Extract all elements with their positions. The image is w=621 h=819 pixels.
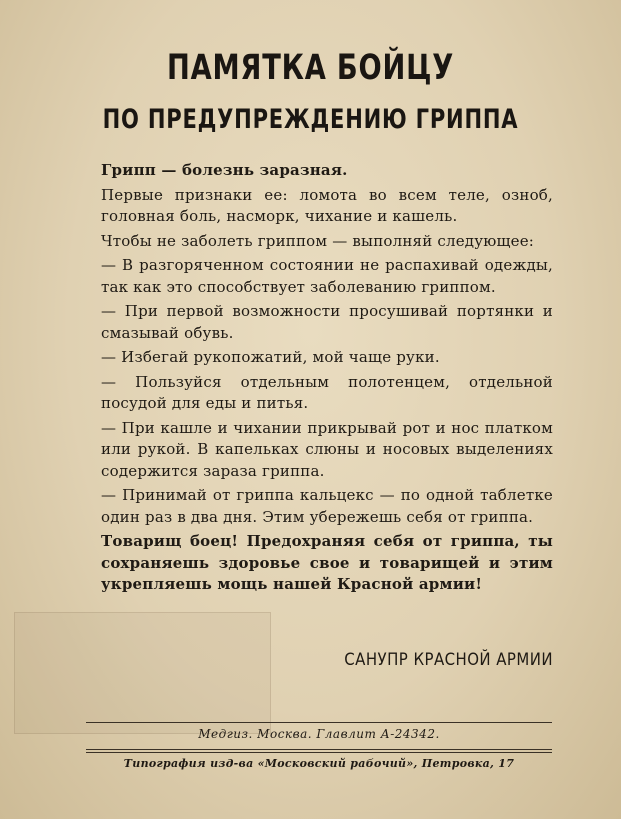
paragraph-1: Первые признаки ее: ломота во всем теле, озноб, головная боль, насморк, чихание и кашель.	[101, 185, 553, 225]
paragraph-9: Товарищ боец! Предохраняя себя от гриппа, ты сохраняешь здоровье свое и товарищей и этим укрепляешь мощь нашей Красной армии!	[101, 532, 553, 593]
signature: САНУПР КРАСНОЙ АРМИИ	[344, 650, 553, 670]
printer-imprint: Типография изд-ва «Московский рабочий», Петровка, 17	[123, 757, 515, 770]
paragraph-4: — При первой возможности просушивай портянки и смазывай обувь.	[101, 302, 553, 342]
paragraph-0: Грипп — болезнь заразная.	[101, 161, 348, 179]
paragraph-5: — Избегай рукопожатий, мой чаще руки.	[101, 348, 440, 366]
paragraph-2: Чтобы не заболеть гриппом — выполняй следующее:	[101, 231, 535, 250]
paragraph-6: — Пользуйся отдельным полотенцем, отдельной посудой для еды и питья.	[101, 372, 553, 412]
imprint-divider-top	[86, 722, 552, 723]
leaflet-body	[101, 160, 553, 599]
paragraph-8: — Принимай от гриппа кальцекс — по одной таблетке один раз в два дня. Этим убережешь себя от гриппа.	[101, 486, 553, 526]
publisher-imprint: Медгиз. Москва. Главлит А-24342.	[198, 727, 440, 741]
imprint-divider-middle-double	[86, 752, 552, 753]
paragraph-3: — В разгоряченном состоянии не распахивай одежды, так как это способствует заболеванию гриппом.	[101, 256, 553, 296]
leaflet-subtitle: ПО ПРЕДУПРЕЖДЕНИЮ ГРИППА	[102, 104, 519, 135]
paragraph-7: — При кашле и чихании прикрывай рот и нос платком или рукой. В капельках слюны и носовых выделениях содержится зараза гриппа.	[101, 418, 553, 480]
paper-stain	[14, 612, 271, 734]
imprint-divider-middle	[86, 749, 552, 750]
leaflet-title: ПАМЯТКА БОЙЦУ	[166, 48, 455, 88]
